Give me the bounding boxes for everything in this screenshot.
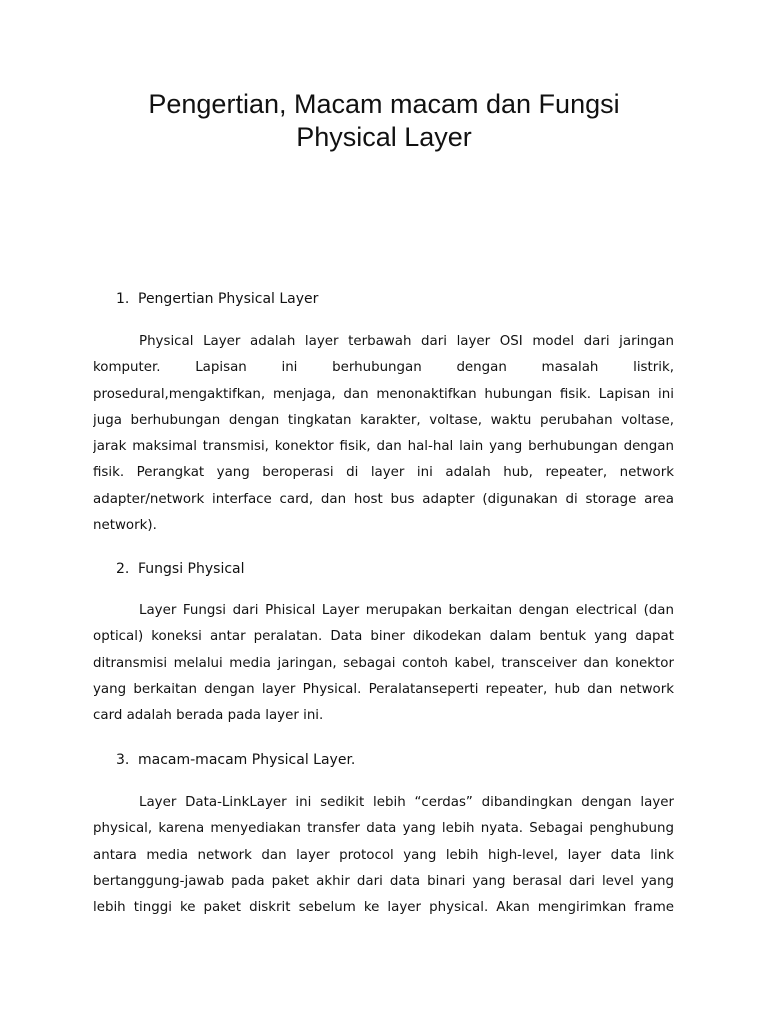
paragraph-line: optical) koneksi antar peralatan. Data biner dikodekan dalam bentuk yang dapat (93, 629, 674, 645)
section-1-heading-text: Pengertian Physical Layer (138, 291, 319, 307)
word: masalah (541, 360, 599, 376)
paragraph-line: yang berkaitan dengan layer Physical. Peralatanseperti repeater, hub dan network (93, 681, 674, 697)
word: dengan (456, 360, 507, 376)
word: ini (281, 360, 298, 376)
section-2-heading (116, 559, 245, 579)
word: berhubungan (332, 360, 422, 376)
section-3-number: 3. (116, 752, 130, 768)
paragraph-line: card adalah berada pada layer ini. (93, 708, 324, 724)
section-2-number: 2. (116, 561, 130, 577)
paragraph-line: lebih tinggi ke paket diskrit sebelum ke layer physical. Akan mengirimkan frame (93, 900, 674, 916)
title-line-2: Physical Layer (296, 122, 472, 152)
paragraph-line: Layer Data-LinkLayer ini sedikit lebih “cerdas” dibandingkan dengan layer (139, 795, 674, 810)
word: Lapisan (195, 360, 247, 376)
paragraph-line: antara media network dan layer protocol yang lebih high-level, layer data link (93, 847, 674, 863)
word: komputer. (93, 360, 161, 376)
section-3-paragraph (93, 790, 674, 921)
paragraph-line-spread (93, 355, 674, 381)
paragraph-line: network). (93, 518, 157, 534)
paragraph-line: jarak maksimal transmisi, konektor fisik, dan hal-hal lain yang berhubungan dengan (93, 439, 674, 455)
document-title (60, 88, 708, 154)
paragraph-line: juga berhubungan dengan tingkatan karakter, voltase, waktu perubahan voltase, (93, 412, 674, 428)
paragraph-line: Layer Fungsi dari Phisical Layer merupakan berkaitan dengan electrical (dan (139, 603, 674, 618)
section-3-heading (116, 750, 355, 770)
paragraph-line: bertanggung-jawab pada paket akhir dari data binari yang berasal dari level yang (93, 873, 674, 889)
title-line-1: Pengertian, Macam macam dan Fungsi (148, 89, 620, 119)
paragraph-line: prosedural,mengaktifkan, menjaga, dan menonaktifkan hubungan fisik. Lapisan ini (93, 386, 674, 402)
paragraph-line: physical, karena menyediakan transfer data yang lebih nyata. Sebagai penghubung (93, 821, 674, 837)
paragraph-line: fisik. Perangkat yang beroperasi di layer ini adalah hub, repeater, network (93, 465, 674, 481)
section-2-paragraph (93, 598, 674, 729)
section-3-heading-text: macam-macam Physical Layer. (138, 752, 356, 768)
paragraph-line: adapter/network interface card, dan host bus adapter (digunakan di storage area (93, 491, 674, 507)
section-2-heading-text: Fungsi Physical (138, 561, 245, 577)
section-1-paragraph (93, 329, 674, 539)
word: listrik, (633, 360, 674, 376)
section-1-number: 1. (116, 291, 130, 307)
paragraph-line: Physical Layer adalah layer terbawah dari layer OSI model dari jaringan (139, 334, 674, 349)
section-1-heading (116, 289, 318, 309)
paragraph-line: ditransmisi melalui media jaringan, sebagai contoh kabel, transceiver dan konektor (93, 655, 674, 671)
